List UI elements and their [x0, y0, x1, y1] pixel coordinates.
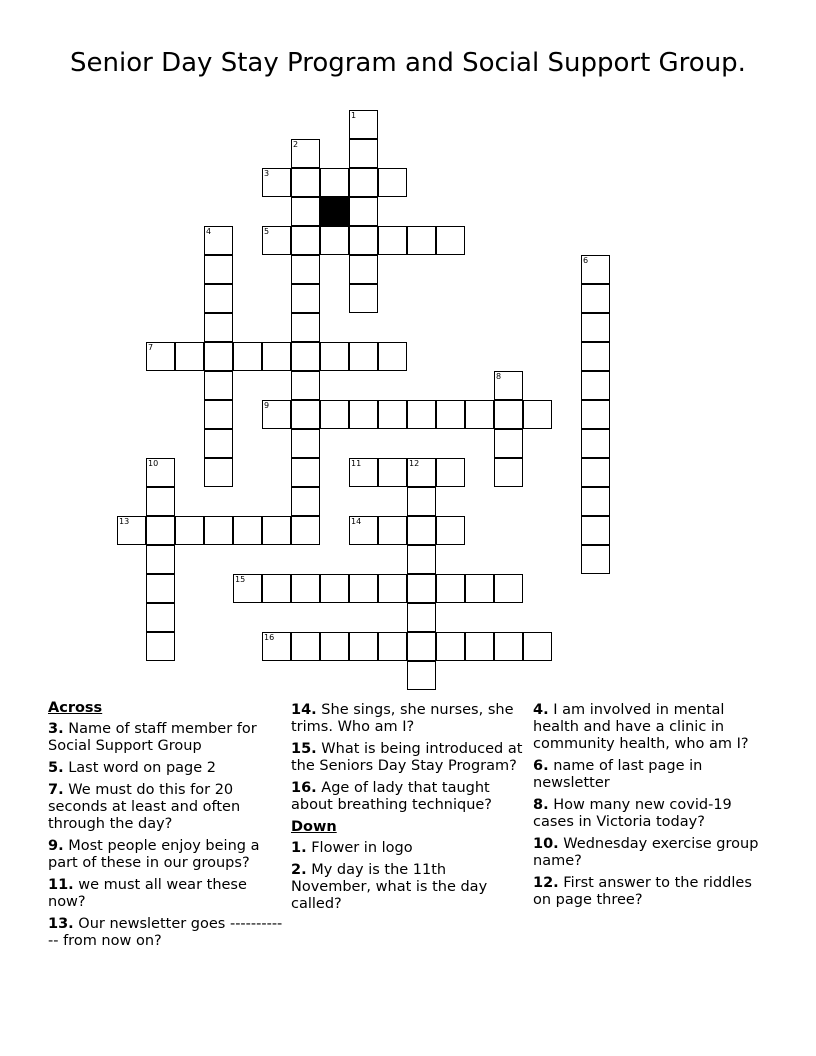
clue-down-4: 4. I am involved in mental health and have a clinic in community health, who am I?	[533, 702, 749, 752]
grid-cell[interactable]	[407, 458, 436, 487]
clue-across-15: 15. What is being introduced at the Seniors Day Stay Program?	[291, 741, 523, 774]
grid-cell[interactable]	[581, 429, 610, 458]
clue-down-10: 10. Wednesday exercise group name?	[533, 836, 759, 869]
grid-cell[interactable]	[378, 632, 407, 661]
grid-cell[interactable]	[291, 168, 320, 197]
grid-cell[interactable]	[494, 574, 523, 603]
grid-cell[interactable]	[407, 545, 436, 574]
grid-cell[interactable]	[378, 168, 407, 197]
grid-cell[interactable]	[204, 371, 233, 400]
clue-number: 10	[148, 459, 159, 468]
clue-down-2: 2. My day is the 11th November, what is the day called?	[291, 862, 488, 912]
grid-cell[interactable]	[349, 458, 378, 487]
grid-cell[interactable]	[378, 574, 407, 603]
grid-cell[interactable]	[436, 458, 465, 487]
grid-cell[interactable]	[204, 429, 233, 458]
grid-cell[interactable]	[465, 632, 494, 661]
grid-cell[interactable]	[146, 574, 175, 603]
grid-cell[interactable]	[291, 429, 320, 458]
grid-cell[interactable]	[320, 168, 349, 197]
down-header: Down	[291, 819, 337, 835]
grid-cell[interactable]	[146, 458, 175, 487]
grid-cell[interactable]	[494, 429, 523, 458]
grid-cell[interactable]	[291, 400, 320, 429]
puzzle-title: Senior Day Stay Program and Social Support Group.	[70, 48, 746, 78]
grid-cell[interactable]	[494, 632, 523, 661]
grid-cell[interactable]	[204, 400, 233, 429]
grid-cell[interactable]	[436, 516, 465, 545]
grid-cell[interactable]	[146, 545, 175, 574]
grid-cell[interactable]	[378, 342, 407, 371]
clue-across-9: 9. Most people enjoy being a part of these in our groups?	[48, 838, 260, 871]
grid-cell[interactable]	[349, 139, 378, 168]
grid-cell[interactable]	[320, 226, 349, 255]
grid-cell[interactable]	[204, 226, 233, 255]
clue-down-6: 6. name of last page in newsletter	[533, 758, 703, 791]
grid-cell[interactable]	[320, 342, 349, 371]
grid-cell[interactable]	[378, 458, 407, 487]
grid-cell[interactable]	[146, 487, 175, 516]
clue-number: 1	[351, 111, 357, 120]
clue-down-12: 12. First answer to the riddles on page three?	[533, 875, 752, 908]
clue-across-11: 11. we must all wear these now?	[48, 877, 247, 910]
grid-cell[interactable]	[349, 574, 378, 603]
grid-cell[interactable]	[146, 603, 175, 632]
grid-cell[interactable]	[494, 400, 523, 429]
grid-cell[interactable]	[233, 574, 262, 603]
clue-number: 15	[235, 575, 246, 584]
grid-cell[interactable]	[494, 458, 523, 487]
grid-cell[interactable]	[378, 226, 407, 255]
grid-cell[interactable]	[581, 400, 610, 429]
grid-cell[interactable]	[262, 226, 291, 255]
grid-cell[interactable]	[291, 516, 320, 545]
grid-cell[interactable]	[581, 516, 610, 545]
grid-cell[interactable]	[494, 371, 523, 400]
grid-cell[interactable]	[262, 516, 291, 545]
grid-cell[interactable]	[349, 226, 378, 255]
grid-cell[interactable]	[146, 632, 175, 661]
grid-cell[interactable]	[291, 197, 320, 226]
clue-number: 11	[351, 459, 362, 468]
grid-cell[interactable]	[581, 371, 610, 400]
grid-cell[interactable]	[378, 400, 407, 429]
grid-cell[interactable]	[349, 400, 378, 429]
grid-cell[interactable]	[407, 632, 436, 661]
grid-cell[interactable]	[291, 342, 320, 371]
grid-cell[interactable]	[291, 458, 320, 487]
grid-cell[interactable]	[407, 516, 436, 545]
clue-across-14: 14. She sings, she nurses, she trims. Who am I?	[291, 702, 514, 735]
clue-across-16: 16. Age of lady that taught about breathing technique?	[291, 780, 493, 813]
grid-cell[interactable]	[581, 487, 610, 516]
grid-cell[interactable]	[436, 574, 465, 603]
grid-cell[interactable]	[291, 632, 320, 661]
clue-across-5: 5. Last word on page 2	[48, 760, 217, 776]
grid-cell[interactable]	[204, 342, 233, 371]
grid-cell[interactable]	[233, 516, 262, 545]
grid-cell[interactable]	[581, 255, 610, 284]
grid-cell[interactable]	[349, 632, 378, 661]
clues-column-3	[533, 702, 773, 914]
clue-number: 4	[206, 227, 212, 236]
clue-number: 9	[264, 401, 270, 410]
grid-cell[interactable]	[204, 284, 233, 313]
grid-cell[interactable]	[117, 516, 146, 545]
clue-number: 7	[148, 343, 154, 352]
clue-across-7: 7. We must do this for 20 seconds at least and often through the day?	[48, 782, 241, 832]
grid-cell[interactable]	[291, 487, 320, 516]
grid-cell[interactable]	[581, 458, 610, 487]
clue-number: 16	[264, 633, 275, 642]
clue-across-13: 13. Our newsletter goes ------------ from now on?	[48, 916, 283, 949]
grid-cell[interactable]	[581, 284, 610, 313]
grid-cell[interactable]	[349, 516, 378, 545]
grid-cell[interactable]	[407, 400, 436, 429]
grid-cell[interactable]	[291, 313, 320, 342]
grid-cell[interactable]	[175, 342, 204, 371]
clue-number: 6	[583, 256, 589, 265]
grid-cell[interactable]	[407, 226, 436, 255]
grid-cell[interactable]	[204, 458, 233, 487]
grid-cell[interactable]	[291, 226, 320, 255]
clue-number: 14	[351, 517, 362, 526]
grid-cell[interactable]	[262, 168, 291, 197]
grid-cell[interactable]	[407, 574, 436, 603]
grid-cell[interactable]	[320, 632, 349, 661]
clue-down-1: 1. Flower in logo	[291, 840, 413, 856]
grid-cell[interactable]	[581, 342, 610, 371]
clue-number: 12	[409, 459, 420, 468]
grid-cell[interactable]	[407, 603, 436, 632]
grid-cell[interactable]	[320, 574, 349, 603]
clue-number: 3	[264, 169, 270, 178]
grid-cell[interactable]	[262, 632, 291, 661]
grid-cell[interactable]	[349, 284, 378, 313]
clue-down-8: 8. How many new covid-19 cases in Victoria today?	[533, 797, 732, 830]
clue-number: 2	[293, 140, 299, 149]
grid-cell[interactable]	[320, 400, 349, 429]
clue-number: 8	[496, 372, 502, 381]
grid-cell[interactable]	[349, 342, 378, 371]
grid-cell[interactable]	[581, 545, 610, 574]
grid-cell[interactable]	[523, 400, 552, 429]
grid-cell[interactable]	[436, 632, 465, 661]
grid-cell[interactable]	[349, 255, 378, 284]
grid-cell[interactable]	[378, 516, 407, 545]
grid-cell[interactable]	[349, 110, 378, 139]
grid-cell[interactable]	[233, 342, 262, 371]
clue-number: 13	[119, 517, 130, 526]
grid-cell[interactable]	[407, 661, 436, 690]
grid-cell[interactable]	[407, 487, 436, 516]
grid-cell[interactable]	[291, 371, 320, 400]
grid-cell[interactable]	[204, 516, 233, 545]
across-header: Across	[48, 700, 103, 716]
grid-cell[interactable]	[581, 313, 610, 342]
clues-column-2	[291, 702, 526, 918]
grid-cell[interactable]	[175, 516, 204, 545]
grid-cell[interactable]	[204, 313, 233, 342]
grid-cell[interactable]	[436, 226, 465, 255]
grid-cell[interactable]	[436, 400, 465, 429]
grid-cell[interactable]	[146, 342, 175, 371]
grid-cell[interactable]	[349, 168, 378, 197]
grid-cell[interactable]	[262, 400, 291, 429]
clues-column-1	[48, 700, 283, 955]
clue-number: 5	[264, 227, 270, 236]
grid-cell[interactable]	[349, 197, 378, 226]
grid-cell[interactable]	[146, 516, 175, 545]
grid-cell[interactable]	[465, 400, 494, 429]
grid-cell[interactable]	[523, 632, 552, 661]
black-cell	[320, 197, 349, 226]
grid-cell[interactable]	[291, 139, 320, 168]
grid-cell[interactable]	[262, 574, 291, 603]
grid-cell[interactable]	[465, 574, 494, 603]
grid-cell[interactable]	[291, 255, 320, 284]
grid-cell[interactable]	[291, 284, 320, 313]
grid-cell[interactable]	[204, 255, 233, 284]
grid-cell[interactable]	[291, 574, 320, 603]
grid-cell[interactable]	[262, 342, 291, 371]
clue-across-3: 3. Name of staff member for Social Support Group	[48, 721, 257, 754]
